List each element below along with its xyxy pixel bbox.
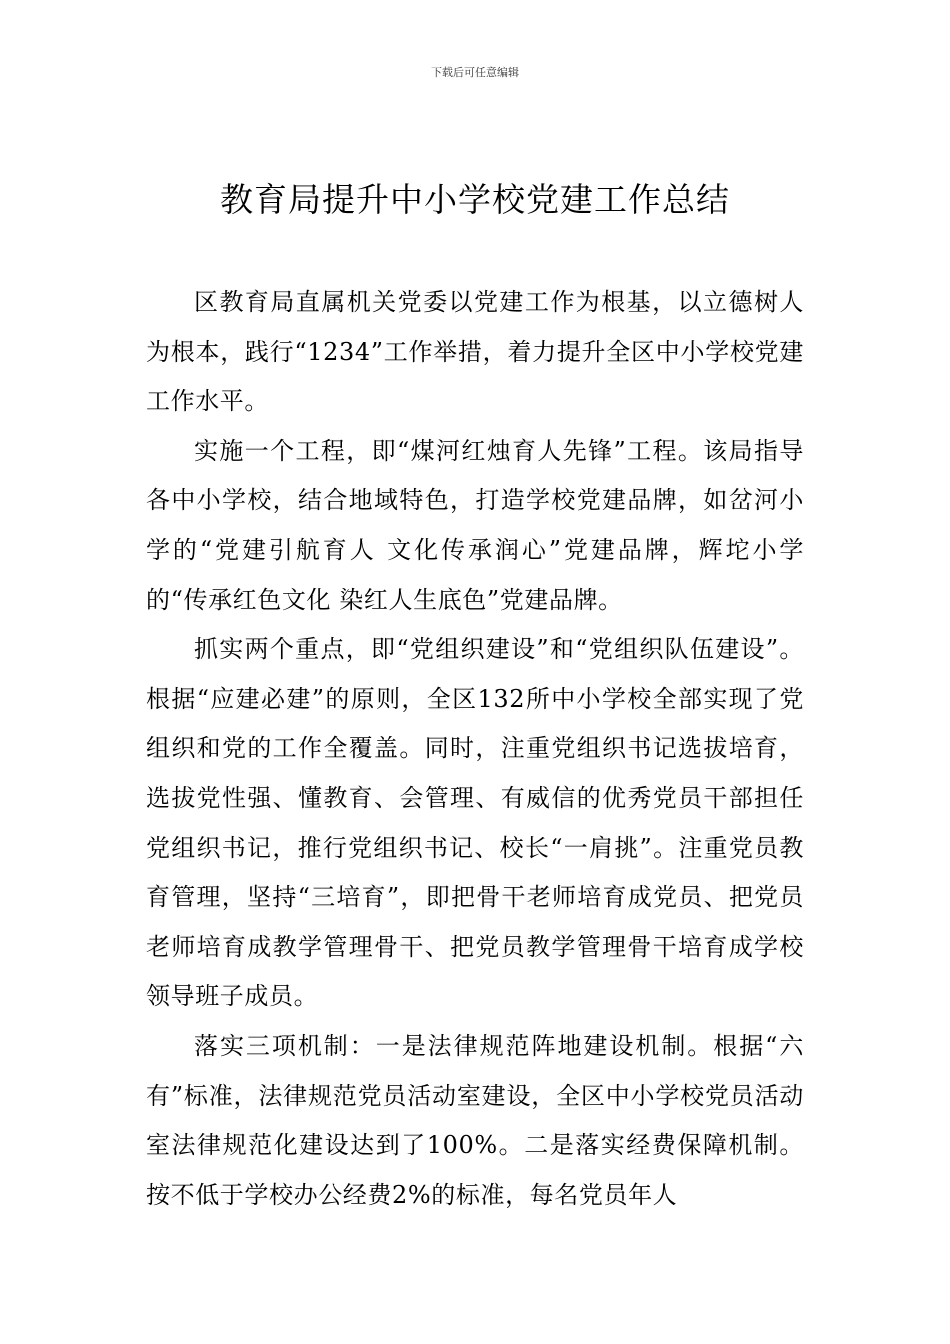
paragraph-three-mechanisms: 落实三项机制：一是法律规范阵地建设机制。根据“六有”标准，法律规范党员活动室建设，全区中小学校党员活动室法律规范化建设达到了100%。二是落实经费保障机制。按不低于学校办公经费2%的标准，每名党员年人 [146,1031,804,1209]
paragraph-two-focuses: 抓实两个重点，即“党组织建设”和“党组织队伍建设”。根据“应建必建”的原则，全区132所中小学校全部实现了党组织和党的工作全覆盖。同时，注重党组织书记选拔培育，选拔党性强、懂教育、会管理、有威信的优秀党员干部担任党组织书记，推行党组织书记、校长“一肩挑”。注重党员教育管理，坚持“三培育”，即把骨干老师培育成党员、把党员老师培育成教学管理骨干、把党员教学管理骨干培育成学校领导班子成员。 [146,635,804,1011]
paragraph-one-project: 实施一个工程，即“煤河红烛育人先锋”工程。该局指导各中小学校，结合地域特色，打造学校党建品牌，如岔河小学的“党建引航育人 文化传承润心”党建品牌，辉坨小学的“传承红色文化 染红人生底色”党建品牌。 [146,436,804,614]
document-body [146,278,804,1220]
header-note: 下载后可任意编辑 [431,66,519,79]
document-title: 教育局提升中小学校党建工作总结 [220,180,730,219]
paragraph-intro: 区教育局直属机关党委以党建工作为根基，以立德树人为根本，践行“1234”工作举措，着力提升全区中小学校党建工作水平。 [146,288,804,416]
